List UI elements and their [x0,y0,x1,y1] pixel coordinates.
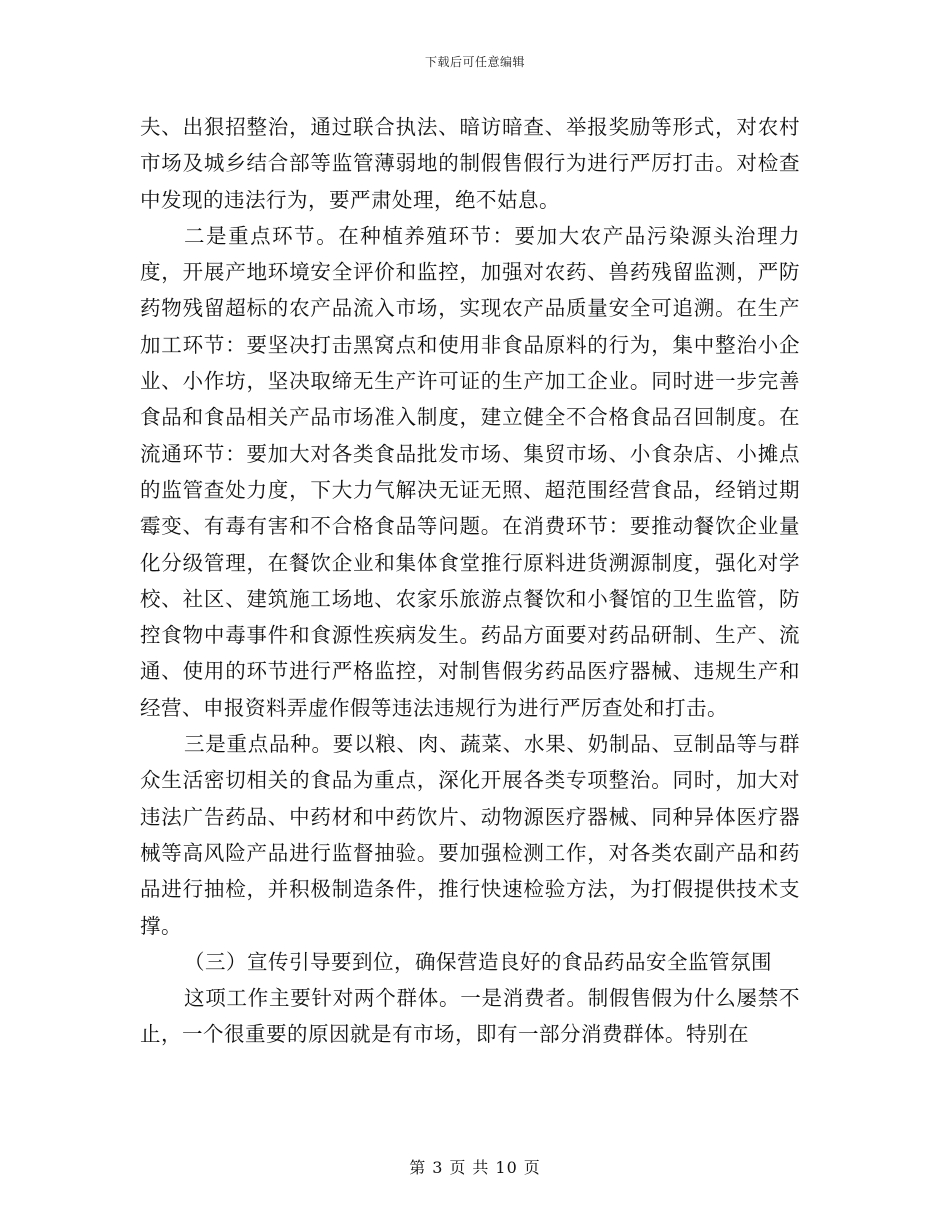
footer-page-word: 页 [449,1158,467,1177]
footer-total-pages: 10 [495,1158,518,1177]
paragraph-key-varieties: 三是重点品种。要以粮、肉、蔬菜、水果、奶制品、豆制品等与群众生活密切相关的食品为重点，深化开展各类专项整治。同时，加大对违法广告药品、中药材和中药饮片、动物源医疗器械、同种异体医疗器械等高风险产品进行监督抽验。要加强检测工作，对各类农副产品和药品进行抽检，并积极制造条件，推行快速检验方法，为打假提供技术支撑。 [140,732,800,938]
paragraph-final: 这项工作主要针对两个群体。一是消费者。制假售假为什么屡禁不止，一个很重要的原因就是有市场，即有一部分消费群体。特别在 [140,986,800,1047]
section-heading: （三）宣传引导要到位，确保营造良好的食品药品安全监管氛围 [184,949,772,974]
footer-current-page: 3 [432,1158,444,1177]
body-text [140,109,800,1053]
paragraph-continuation: 夫、出狠招整治，通过联合执法、暗访暗查、举报奖励等形式，对农村市场及城乡结合部等监管薄弱地的制假售假行为进行严厉打击。对检查中发现的违法行为，要严肃处理，绝不姑息。 [140,115,800,212]
header-note: 下载后可任意编辑 [424,55,525,69]
footer-suffix: 页 [523,1158,541,1177]
page-number-footer [0,1155,950,1178]
footer-prefix: 第 [409,1158,427,1177]
paragraph-key-links: 二是重点环节。在种植养殖环节：要加大农产品污染源头治理力度，开展产地环境安全评价和监控，加强对农药、兽药残留监测，严防药物残留超标的农产品流入市场，实现农产品质量安全可追溯。在生产加工环节：要坚决打击黑窝点和使用非食品原料的行为，集中整治小企业、小作坊，坚决取缔无生产许可证的生产加工企业。同时进一步完善食品和食品相关产品市场准入制度，建立健全不合格食品召回制度。在流通环节：要加大对各类食品批发市场、集贸市场、小食杂店、小摊点的监管查处力度，下大力气解决无证无照、超范围经营食品，经销过期霉变、有毒有害和不合格食品等问题。在消费环节：要推动餐饮企业量化分级管理，在餐饮企业和集体食堂推行原料进货溯源制度，强化对学校、社区、建筑施工场地、农家乐旅游点餐饮和小餐馆的卫生监管，防控食物中毒事件和食源性疾病发生。药品方面要对药品研制、生产、流通、使用的环节进行严格监控，对制售假劣药品医疗器械、违规生产和经营、申报资料弄虚作假等违法违规行为进行严厉查处和打击。 [140,223,800,720]
footer-total-word: 共 [472,1158,490,1177]
